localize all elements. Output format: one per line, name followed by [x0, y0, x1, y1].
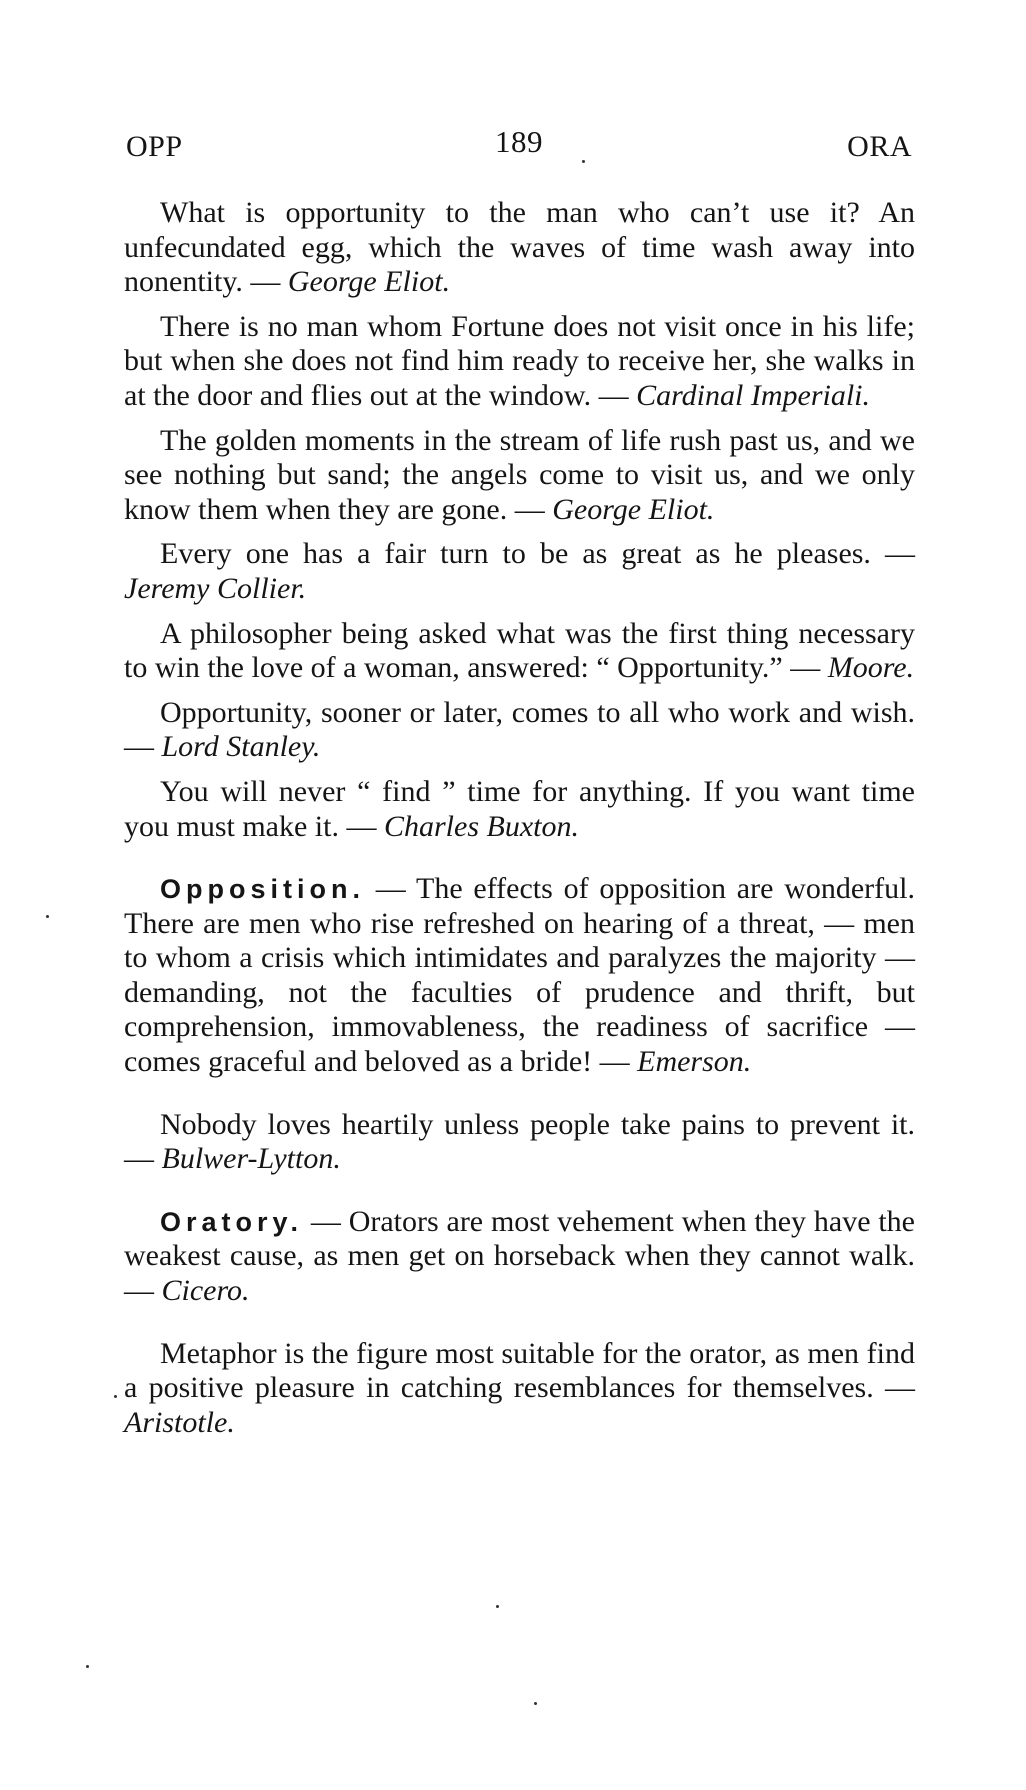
quote-paragraph — [124, 424, 915, 528]
quote-text: What is opportunity to the man who can’t use it? An unfecundated egg, which the waves of time wash away into nonentity. — — [124, 196, 915, 299]
quote-text: There is no man whom Fortune does not visit once in his life; but when she does not find him ready to receive her, she walks in at the door and flies out at the window. — — [124, 309, 915, 412]
quote-author: George Eliot. — [552, 492, 715, 526]
quote-text: — Orators are most vehement when they have the weakest cause, as men get on horseback when they cannot walk. — — [124, 1204, 915, 1308]
paper-speck — [496, 1605, 499, 1608]
quote-author: Moore. — [827, 651, 915, 685]
quote-author: George Eliot. — [287, 265, 451, 299]
paper-speck — [86, 1665, 89, 1668]
quote-author: Emerson. — [637, 1045, 752, 1079]
page-body — [124, 196, 915, 1450]
quote-author: Lord Stanley. — [161, 730, 321, 764]
header-right-guide-word: ORA — [847, 130, 912, 163]
paper-speck — [114, 1395, 117, 1398]
entry-heading: Opposition. — [160, 874, 365, 905]
entry-heading: Oratory. — [160, 1206, 304, 1237]
quote-text: Opportunity, sooner or later, comes to all who work and wish. — — [124, 695, 915, 764]
quote-text: Every one has a fair turn to be as great as he pleases. — — [160, 537, 915, 571]
paper-speck — [534, 1702, 537, 1705]
quote-author: Cicero. — [161, 1274, 250, 1308]
quote-text: The golden moments in the stream of life rush past us, and we see nothing but sand; the angels come to visit us, and we only know them when they are gone. — — [124, 423, 915, 526]
quote-paragraph — [124, 696, 915, 765]
quote-paragraph — [124, 617, 915, 686]
quote-paragraph — [124, 196, 915, 300]
quote-paragraph — [124, 1108, 915, 1177]
quote-author: Bulwer-Lytton. — [161, 1142, 341, 1176]
quote-text: Metaphor is the figure most suitable for the orator, as men find a positive pleasure in catching resemblances for themselves. — — [124, 1336, 915, 1405]
quote-paragraph — [124, 775, 915, 844]
quote-author: Cardinal Imperiali. — [636, 378, 871, 412]
quote-paragraph-oratory — [124, 1205, 915, 1309]
running-header — [126, 124, 912, 172]
quote-paragraph — [124, 310, 915, 414]
header-left-guide-word: OPP — [126, 130, 183, 163]
quote-paragraph — [124, 1337, 915, 1441]
quote-text: A philosopher being asked what was the first thing necessary to win the love of a woman, answered: “ Opportunity.” — — [124, 616, 915, 685]
quote-paragraph — [124, 537, 915, 606]
quote-text: — The effects of opposition are wonderful. There are men who rise refreshed on hearing of a threat, — men to whom a crisis which intimidates and paralyzes the majority — demanding, not the faculties of prudence and thrift, but comprehension, immovableness, the readiness of sacrifice — comes graceful and beloved as a bride! — — [124, 872, 915, 1079]
quote-paragraph-opposition — [124, 872, 915, 1080]
quote-author: Charles Buxton. — [383, 809, 579, 843]
page-number: 189 — [495, 124, 543, 159]
quote-text: Nobody loves heartily unless people take pains to prevent it. — — [124, 1107, 915, 1176]
quote-author: Jeremy Collier. — [124, 571, 307, 605]
paper-speck — [46, 915, 49, 918]
quote-text: You will never “ find ” time for anything. If you want time you must make it. — — [124, 774, 915, 843]
quote-author: Aristotle. — [124, 1405, 235, 1439]
paper-speck — [582, 160, 585, 163]
